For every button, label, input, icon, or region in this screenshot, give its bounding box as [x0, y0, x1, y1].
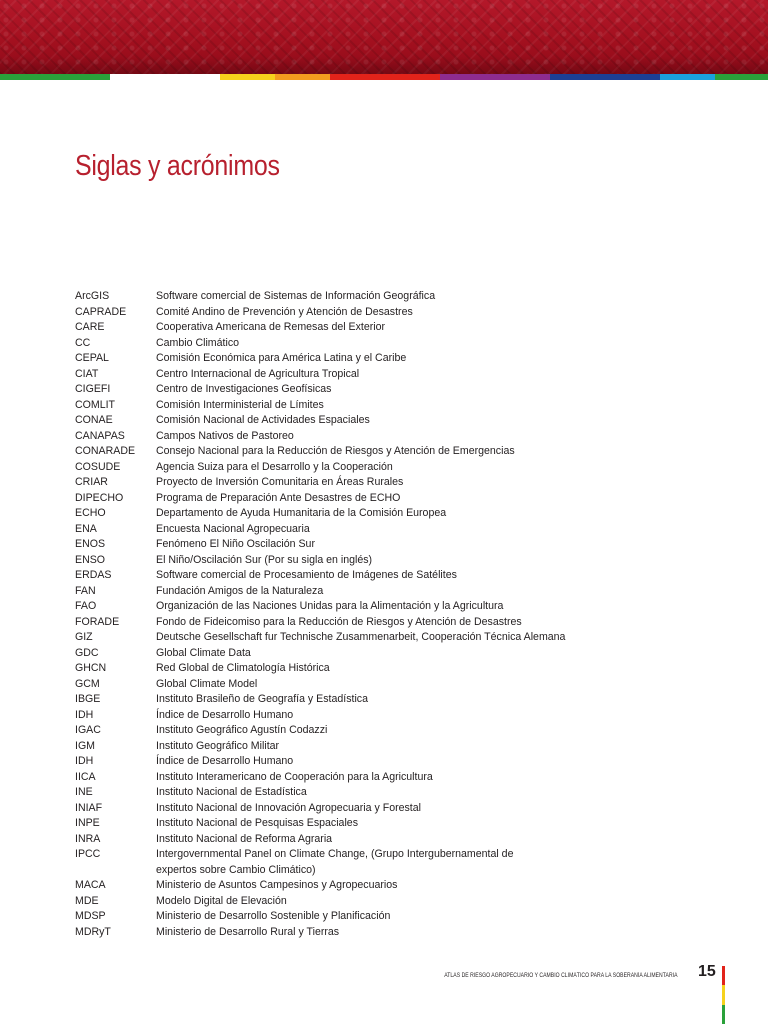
- acronym-row: [75, 739, 695, 755]
- acronym-definition: Centro Internacional de Agricultura Tropical: [156, 367, 360, 380]
- acronym-definition: Ministerio de Desarrollo Rural y Tierras: [156, 925, 340, 938]
- acronym-abbreviation: DIPECHO: [75, 491, 124, 504]
- acronym-row: [75, 553, 695, 569]
- page-number: 15: [698, 963, 716, 980]
- acronym-abbreviation: FAN: [75, 584, 96, 597]
- acronym-abbreviation: CAPRADE: [75, 305, 127, 318]
- header-color-stripe: [0, 74, 768, 80]
- acronym-definition: Instituto Nacional de Innovación Agropecuaria y Forestal: [156, 801, 421, 814]
- acronym-abbreviation: FAO: [75, 600, 97, 612]
- acronym-definition: Departamento de Ayuda Humanitaria de la Comisión Europea: [156, 507, 447, 519]
- acronym-definition: Instituto Nacional de Reforma Agraria: [156, 832, 333, 845]
- acronym-row: [75, 723, 695, 739]
- acronym-definition: Red Global de Climatología Histórica: [156, 662, 330, 674]
- acronym-definition: Modelo Digital de Elevación: [156, 894, 287, 907]
- acronym-row: [75, 475, 695, 491]
- acronym-row: [75, 832, 695, 848]
- acronym-row: [75, 398, 695, 414]
- acronym-abbreviation: ENA: [75, 522, 97, 535]
- acronym-row: [75, 708, 695, 724]
- side-bar-segment: [722, 985, 725, 1004]
- acronym-abbreviation: ENOS: [75, 538, 106, 550]
- acronym-abbreviation: INRA: [75, 832, 101, 845]
- acronym-abbreviation: IPCC: [75, 848, 101, 860]
- acronym-row: [75, 305, 695, 321]
- acronym-definition: Comisión Económica para América Latina y el Caribe: [156, 352, 407, 364]
- acronym-abbreviation: CC: [75, 336, 91, 349]
- stripe-segment: [275, 74, 330, 80]
- acronym-definition: Instituto Geográfico Agustín Codazzi: [156, 724, 328, 736]
- acronym-abbreviation: CANAPAS: [75, 429, 125, 442]
- acronym-abbreviation: MDE: [75, 894, 99, 907]
- page-title: Siglas y acrónimos: [75, 150, 280, 182]
- stripe-segment: [660, 74, 715, 80]
- acronym-abbreviation: IBGE: [75, 693, 101, 705]
- acronym-row: [75, 367, 695, 383]
- acronym-abbreviation: ECHO: [75, 507, 106, 519]
- acronym-row: [75, 351, 695, 367]
- acronym-row: [75, 568, 695, 584]
- acronym-row: [75, 429, 695, 445]
- acronym-row: [75, 382, 695, 398]
- acronym-row: [75, 460, 695, 476]
- acronym-definition: Deutsche Gesellschaft fur Technische Zusammenarbeit, Cooperación Técnica Alemana: [156, 631, 566, 643]
- stripe-segment: [110, 74, 220, 80]
- acronym-row: [75, 847, 695, 878]
- acronym-row: [75, 925, 695, 941]
- acronym-definition: Encuesta Nacional Agropecuaria: [156, 522, 310, 535]
- acronym-definition: Consejo Nacional para la Reducción de Riesgos y Atención de Emergencias: [156, 445, 515, 457]
- acronym-definition: El Niño/Oscilación Sur (Por su sigla en inglés): [156, 553, 373, 566]
- stripe-segment: [220, 74, 275, 80]
- stripe-segment: [440, 74, 550, 80]
- acronym-definition: Software comercial de Sistemas de Información Geográfica: [156, 290, 436, 302]
- acronym-definition: Fenómeno El Niño Oscilación Sur: [156, 538, 315, 550]
- acronym-abbreviation: ENSO: [75, 553, 106, 566]
- acronym-definition: Programa de Preparación Ante Desastres de ECHO: [156, 491, 401, 504]
- acronym-row: [75, 661, 695, 677]
- acronym-row: [75, 615, 695, 631]
- acronym-row: [75, 909, 695, 925]
- stripe-segment: [550, 74, 660, 80]
- acronym-abbreviation: CONAE: [75, 414, 113, 426]
- running-title: ATLAS DE RIESGO AGROPECUARIO Y CAMBIO CLIMÁTICO PARA LA SOBERANÍA ALIMENTARIA: [444, 972, 678, 979]
- acronym-abbreviation: GDC: [75, 646, 99, 659]
- acronym-definition: Proyecto de Inversión Comunitaria en Áreas Rurales: [156, 476, 404, 488]
- acronym-row: [75, 677, 695, 693]
- acronym-definition: Índice de Desarrollo Humano: [156, 755, 294, 767]
- acronym-abbreviation: FORADE: [75, 615, 120, 628]
- acronym-row: [75, 878, 695, 894]
- acronym-row: [75, 506, 695, 522]
- stripe-segment: [0, 74, 110, 80]
- side-bar-segment: [722, 1005, 725, 1024]
- acronym-definition: Intergovernmental Panel on Climate Change, (Grupo Intergubernamental de expertos sobre Cambio Climático): [156, 848, 514, 876]
- acronym-definition: Global Climate Model: [156, 677, 258, 690]
- acronym-row: [75, 770, 695, 786]
- acronym-abbreviation: IGAC: [75, 724, 101, 736]
- acronym-row: [75, 754, 695, 770]
- acronym-definition: Centro de Investigaciones Geofísicas: [156, 383, 332, 395]
- acronym-abbreviation: CIAT: [75, 367, 99, 380]
- stripe-segment: [330, 74, 440, 80]
- acronym-definition: Instituto Geográfico Militar: [156, 739, 280, 752]
- acronym-definition: Ministerio de Asuntos Campesinos y Agropecuarios: [156, 879, 398, 891]
- acronym-definition: Comité Andino de Prevención y Atención de Desastres: [156, 305, 413, 318]
- acronym-abbreviation: MDSP: [75, 910, 106, 922]
- acronym-row: [75, 599, 695, 615]
- acronym-abbreviation: COMLIT: [75, 398, 116, 411]
- acronym-abbreviation: CIGEFI: [75, 383, 111, 395]
- acronym-abbreviation: CRIAR: [75, 476, 108, 488]
- acronym-list: [75, 289, 695, 940]
- acronym-definition: Cooperativa Americana de Remesas del Exterior: [156, 321, 386, 333]
- acronym-row: [75, 336, 695, 352]
- acronym-row: [75, 444, 695, 460]
- acronym-row: [75, 894, 695, 910]
- acronym-row: [75, 413, 695, 429]
- acronym-abbreviation: INE: [75, 786, 93, 798]
- acronym-abbreviation: GCM: [75, 677, 100, 690]
- acronym-row: [75, 491, 695, 507]
- stripe-segment: [715, 74, 768, 80]
- acronym-abbreviation: IDH: [75, 708, 94, 721]
- acronym-abbreviation: COSUDE: [75, 460, 121, 473]
- acronym-definition: Comisión Interministerial de Límites: [156, 398, 324, 411]
- footer-color-bar: [722, 966, 725, 1024]
- acronym-abbreviation: INPE: [75, 817, 100, 829]
- acronym-definition: Cambio Climático: [156, 336, 240, 349]
- acronym-definition: Instituto Nacional de Estadística: [156, 786, 307, 798]
- acronym-definition: Ministerio de Desarrollo Sostenible y Planificación: [156, 910, 391, 922]
- side-bar-segment: [722, 966, 725, 985]
- acronym-definition: Campos Nativos de Pastoreo: [156, 429, 294, 442]
- acronym-definition: Fondo de Fideicomiso para la Reducción de Riesgos y Atención de Desastres: [156, 615, 522, 628]
- acronym-definition: Agencia Suiza para el Desarrollo y la Cooperación: [156, 460, 393, 473]
- acronym-definition: Software comercial de Procesamiento de Imágenes de Satélites: [156, 569, 457, 581]
- acronym-abbreviation: MDRyT: [75, 925, 111, 938]
- acronym-definition: Organización de las Naciones Unidas para la Alimentación y la Agricultura: [156, 600, 504, 612]
- acronym-abbreviation: CONARADE: [75, 445, 136, 457]
- acronym-abbreviation: GIZ: [75, 631, 93, 643]
- acronym-definition: Global Climate Data: [156, 646, 251, 659]
- acronym-abbreviation: GHCN: [75, 662, 107, 674]
- acronym-definition: Instituto Nacional de Pesquisas Espaciales: [156, 817, 358, 829]
- acronym-abbreviation: ERDAS: [75, 569, 112, 581]
- acronym-row: [75, 816, 695, 832]
- header-banner: [0, 0, 768, 74]
- acronym-definition: Instituto Brasileño de Geografía y Estadística: [156, 693, 368, 705]
- acronym-abbreviation: CARE: [75, 321, 105, 333]
- acronym-definition: Índice de Desarrollo Humano: [156, 708, 294, 721]
- acronym-row: [75, 320, 695, 336]
- acronym-abbreviation: ArcGIS: [75, 290, 110, 302]
- acronym-row: [75, 289, 695, 305]
- acronym-abbreviation: IGM: [75, 739, 96, 752]
- acronym-row: [75, 785, 695, 801]
- acronym-row: [75, 537, 695, 553]
- acronym-row: [75, 522, 695, 538]
- acronym-abbreviation: INIAF: [75, 801, 103, 814]
- acronym-abbreviation: IICA: [75, 770, 96, 783]
- acronym-abbreviation: CEPAL: [75, 352, 109, 364]
- acronym-row: [75, 630, 695, 646]
- acronym-row: [75, 584, 695, 600]
- acronym-definition: Comisión Nacional de Actividades Espaciales: [156, 414, 370, 426]
- acronym-definition: Fundación Amigos de la Naturaleza: [156, 584, 324, 597]
- acronym-definition: Instituto Interamericano de Cooperación para la Agricultura: [156, 770, 433, 783]
- acronym-row: [75, 692, 695, 708]
- acronym-abbreviation: IDH: [75, 755, 94, 767]
- acronym-abbreviation: MACA: [75, 879, 106, 891]
- acronym-row: [75, 801, 695, 817]
- acronym-row: [75, 646, 695, 662]
